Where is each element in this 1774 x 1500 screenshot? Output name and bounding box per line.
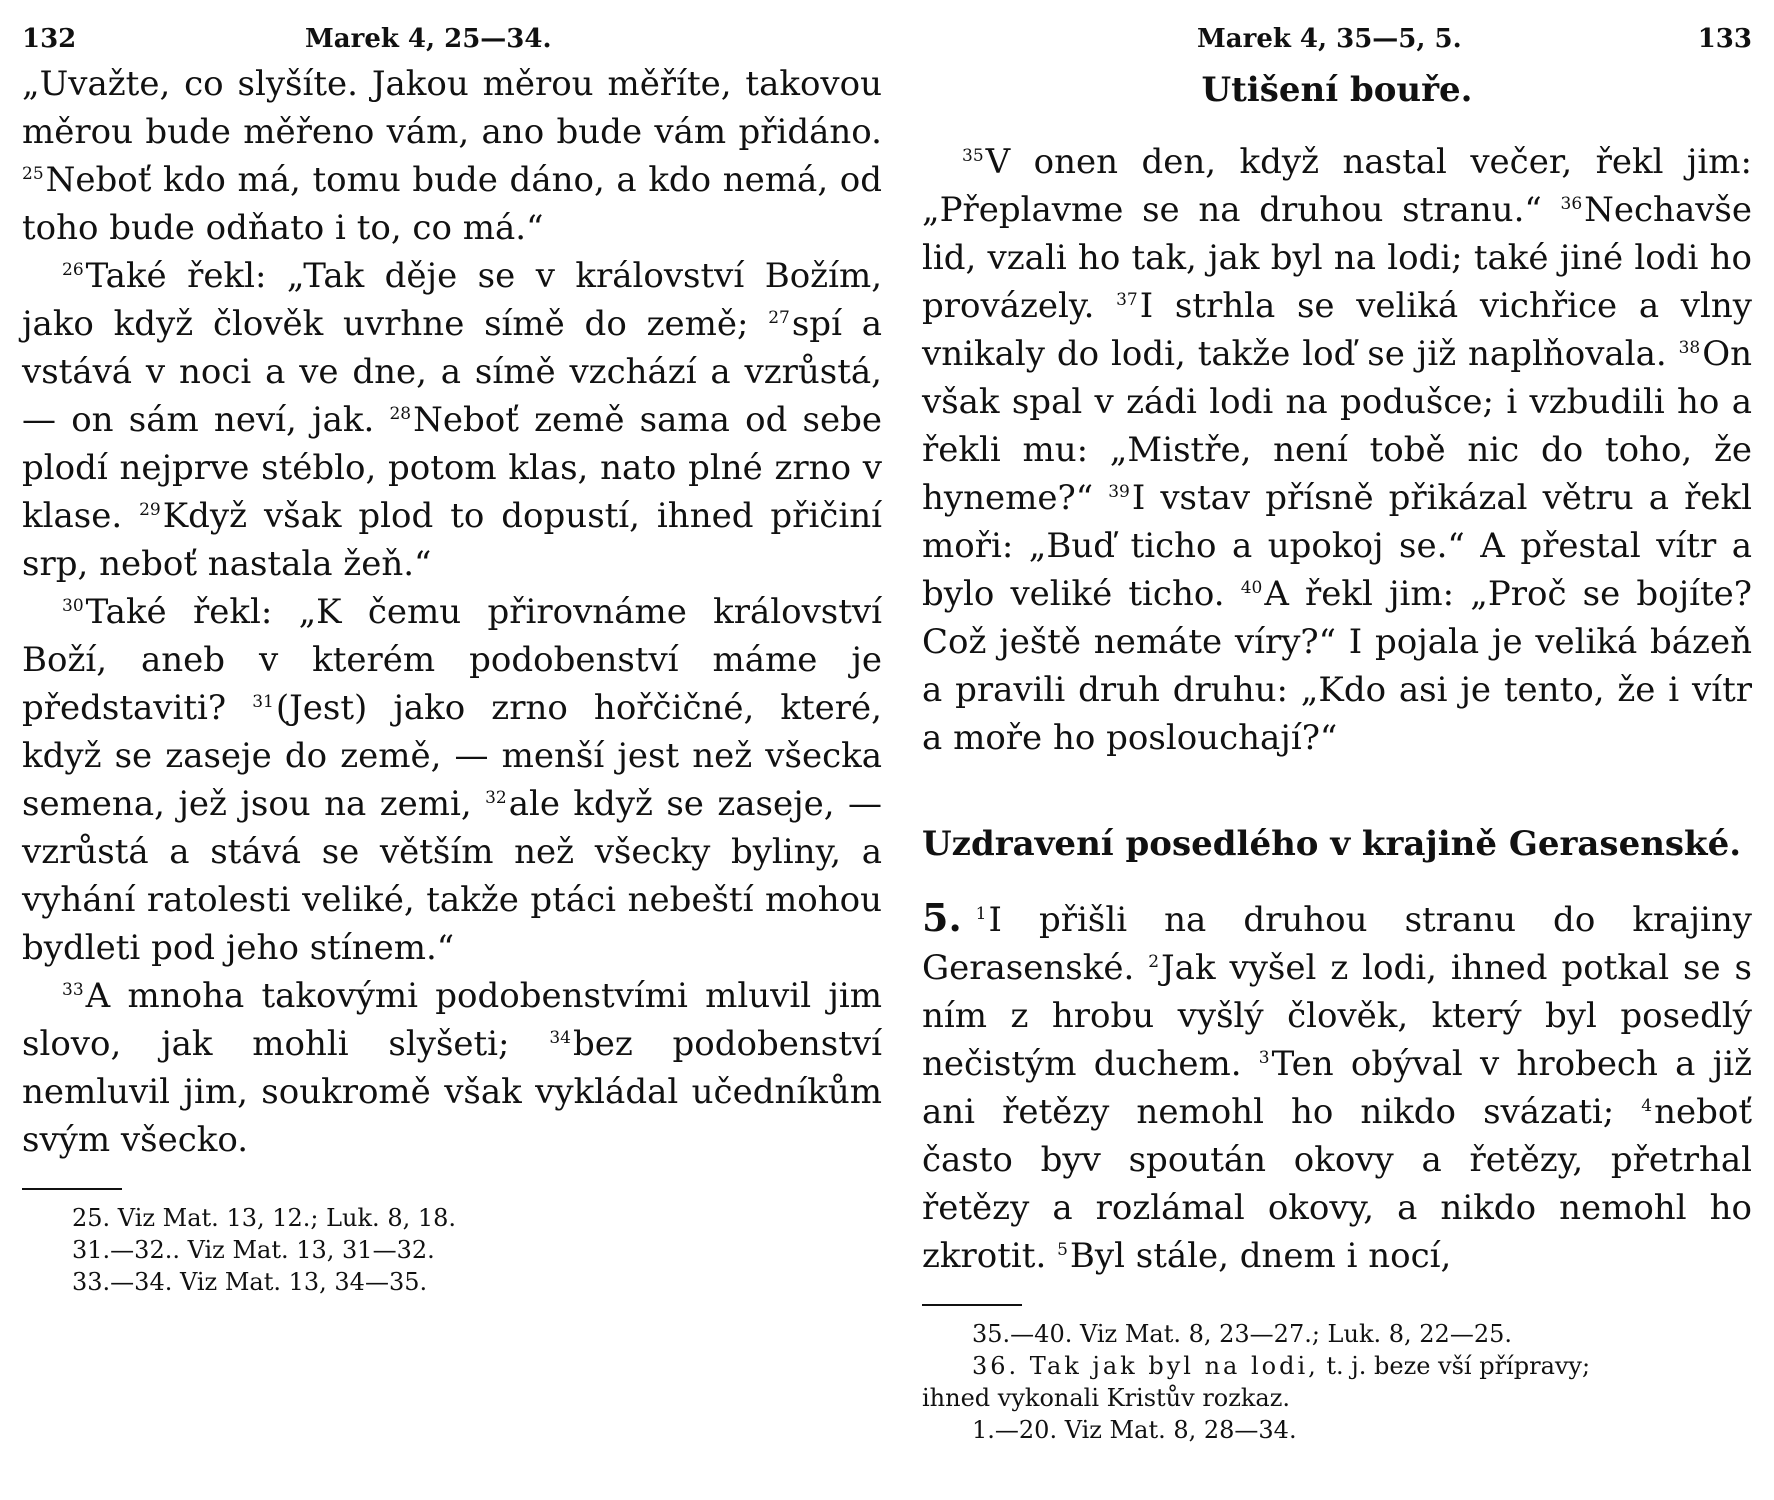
verse-number: 3 [1258,1047,1270,1068]
paragraph [22,588,882,972]
section-title-gerasene: Uzdravení posedlého v krajině Gerasenské. [922,824,1742,864]
right-running-head: Marek 4, 35—5, 5. [1197,24,1462,54]
footnote: 33.—34. Viz Mat. 13, 34—35. [72,1268,428,1296]
footnote [922,1350,1752,1382]
verse-number: 4 [1641,1095,1653,1116]
right-body-text-1 [922,138,1752,762]
verse-number: 39 [1108,481,1130,502]
left-page [22,0,882,1500]
verse-number: 35 [962,145,984,166]
verse-text: spí a vstává v noci a ve dne, a símě vzchází a vzrůstá, — on sám neví, jak. [22,304,882,440]
footnote: 31.—32.. Viz Mat. 13, 31—32. [72,1236,435,1264]
left-running-head: Marek 4, 25—34. [305,24,552,54]
verse-text: A mnoha takovými podobenstvími mluvil jim slovo, jak mohli slyšeti; [22,976,882,1064]
footnote-continuation: ihned vykonali Kristův rozkaz. [922,1384,1291,1412]
verse-text: I vstav přísně přikázal větru a řekl moři: „Buď ticho a upokoj se.“ A přestal vítr a bylo veliké ticho. [922,478,1752,614]
verse-number: 37 [1116,289,1138,310]
left-footnotes [22,1202,882,1298]
verse-number: 31 [252,691,274,712]
verse-text: Když však plod to dopustí, ihned přičiní srp, neboť nastala žeň.“ [22,496,882,584]
right-page-header [922,0,1752,60]
verse-text: Jak vyšel z lodi, ihned potkal se s ním z hrobu vyšlý člověk, který byl posedlý nečistým duchem. [922,948,1753,1084]
verse-text: bez podobenství nemluvil jim, soukromě však vykládal učedníkům svým všecko. [22,1024,882,1160]
verse-text: Neboť země sama od sebe plodí nejprve stéblo, potom klas, nato plné zrno v klase. [22,400,882,536]
verse-number: 34 [549,1027,571,1048]
paragraph [22,252,882,588]
verse-number: 38 [1678,337,1701,358]
verse-text: ale když se zaseje, — vzrůstá a stává se větším než všecky byliny, a vyhání ratolesti veliké, takže ptáci nebeští mohou bydleti pod jeho stínem.“ [22,784,882,968]
verse-text: (Jest) jako zrno hořčičné, které, když se zaseje do země, — menší jest než všecka semena, jež jsou na zemi, [22,688,882,824]
footnote: 25. Viz Mat. 13, 12.; Luk. 8, 18. [72,1204,457,1232]
verse-text: Nechavše lid, vzali ho tak, jak byl na lodi; také jiné lodi ho provázely. [922,190,1752,326]
verse-number: 1 [975,903,987,924]
verse-number: 32 [485,787,507,808]
footnote: 35.—40. Viz Mat. 8, 23—27.; Luk. 8, 22—25. [972,1320,1512,1348]
right-footnotes [922,1318,1752,1446]
verse-number: 36 [1560,193,1583,214]
verse-text: Také řekl: „Tak děje se v království Božím, jako když člověk uvrhne símě do země; [22,256,882,344]
footnote-text: t. j. beze vší přípravy; [1318,1352,1591,1380]
chapter-number: 5. [922,895,962,940]
verse-text: neboť často byv spoután okovy a řetězy, přetrhal řetězy a rozlámal okovy, a nikdo nemohl ho zkrotit. [922,1092,1752,1276]
verse-number: 27 [768,307,790,328]
footnote-spaced-text: 36. Tak jak byl na lodi, [972,1352,1319,1380]
right-page-number: 133 [1697,24,1752,54]
verse-number: 40 [1240,577,1263,598]
paragraph [22,60,882,252]
footnote: 1.—20. Viz Mat. 8, 28—34. [972,1416,1297,1444]
verse-number: 2 [1148,951,1160,972]
verse-text: Byl stále, dnem i nocí, [1069,1236,1452,1276]
verse-text: On však spal v zádi lodi na podušce; i vzbudili ho a řekli mu: „Mistře, není tobě nic do toho, že hyneme?“ [922,334,1752,518]
verse-number: 30 [62,595,84,616]
verse-text: Ten obýval v hrobech a již ani řetězy nemohl ho nikdo svázati; [922,1044,1752,1132]
verse-number: 28 [389,403,412,424]
verse-number: 29 [139,499,161,520]
verse-number: 5 [1057,1239,1068,1260]
verse-text: A řekl jim: „Proč se bojíte? Což ještě nemáte víry?“ I pojala je veliká bázeň a pravili druh druhu: „Kdo asi je tento, že i vítr a moře ho poslouchají?“ [922,574,1753,758]
left-page-header [22,0,882,60]
verse-number: 33 [62,979,84,1000]
left-page-number: 132 [22,24,77,54]
verse-text: I přišli na druhou stranu do krajiny Gerasenské. [922,900,1752,988]
chapter-5-text [922,900,1752,1276]
left-footnote-rule [22,1188,122,1190]
paragraph [922,138,1752,762]
right-page [922,0,1752,1500]
left-body-text [22,60,882,1164]
verse-number: 25 [22,163,44,184]
right-body-text-2 [922,894,1752,1280]
right-footnote-rule [922,1304,1022,1306]
verse-text: V onen den, když nastal večer, řekl jim: „Přeplavme se na druhou stranu.“ [922,142,1752,230]
verse-text: Také řekl: „K čemu přirovnáme království Boží, aneb v kterém podobenství máme je představiti? [22,592,882,728]
verse-text: Neboť kdo má, tomu bude dáno, a kdo nemá, od toho bude odňato i to, co má.“ [22,160,882,248]
section-title-calming-storm: Utišení bouře. [1201,70,1473,110]
paragraph [22,972,882,1164]
verse-number: 26 [62,259,84,280]
verse-text: I strhla se veliká vichřice a vlny vnikaly do lodi, takže loď se již naplňovala. [922,286,1752,374]
verse-text: „Uvažte, co slyšíte. Jakou měrou měříte, takovou měrou bude měřeno vám, ano bude vám přidáno. [22,64,882,152]
